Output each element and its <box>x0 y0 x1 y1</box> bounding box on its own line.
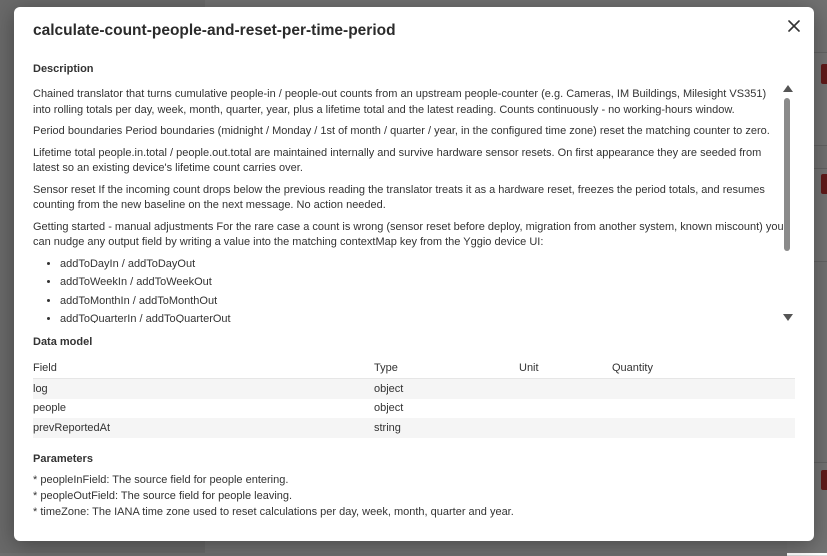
field-cell: log <box>33 379 374 399</box>
list-item: • addToWeekIn / addToWeekOut <box>60 275 786 291</box>
field-cell: people <box>33 402 67 415</box>
description-scrollbar[interactable] <box>782 85 794 321</box>
data-model-table <box>33 358 795 438</box>
list-item: • addToMonthIn / addToMonthOut <box>60 294 786 310</box>
parameters-heading: Parameters <box>33 453 93 465</box>
type-cell: object <box>374 379 519 399</box>
parameter-item: * peopleOutField: The source field for people leaving. <box>33 490 293 502</box>
field-cell: prevReportedAt <box>33 418 374 438</box>
list-item: • addToDayIn / addToDayOut <box>60 257 786 273</box>
description-heading: Description <box>33 63 94 75</box>
unit-cell <box>519 418 612 438</box>
unit-cell <box>519 379 612 399</box>
unit-cell <box>519 399 612 419</box>
scroll-up-arrow-icon[interactable] <box>783 85 793 92</box>
column-header-field: Field <box>33 358 374 379</box>
column-header-unit: Unit <box>519 358 612 379</box>
type-cell: string <box>374 418 519 438</box>
column-header-quantity: Quantity <box>612 358 795 379</box>
close-icon <box>788 20 800 32</box>
modal-title: calculate-count-people-and-reset-per-time-period <box>33 22 396 39</box>
description-scroll-area[interactable] <box>33 87 786 323</box>
scroll-thumb[interactable] <box>784 98 790 251</box>
close-button[interactable] <box>783 15 805 37</box>
quantity-cell <box>612 399 795 419</box>
translator-details-modal <box>14 7 814 541</box>
adjustment-key-list <box>33 257 786 324</box>
description-paragraph: Period boundaries Period boundaries (midnight / Monday / 1st of month / quarter / year, in the configured time zone) reset the matching counter to zero. <box>33 125 770 137</box>
table-row <box>33 379 795 399</box>
description-paragraph: Chained translator that turns cumulative people-in / people-out counts from an upstream people-counter (e.g. Cameras, IM Buildings, Milesight VS351) into rolling totals per day, week, month, quarter, year, plus a lifetime total and the latest reading. Counts continuously - no working-hours window. <box>33 88 767 116</box>
type-cell: object <box>374 402 404 415</box>
column-header-type: Type <box>374 358 519 379</box>
table-row <box>33 399 795 419</box>
scroll-down-arrow-icon[interactable] <box>783 314 793 321</box>
quantity-cell <box>612 418 795 438</box>
description-paragraph: Lifetime total people.in.total / people.out.total are maintained internally and survive hardware sensor resets. On first appearance they are seeded from latest so an existing device's lifetime count carries over. <box>33 146 762 174</box>
parameter-item: * peopleInField: The source field for people entering. <box>33 474 289 486</box>
description-paragraph: Sensor reset If the incoming count drops below the previous reading the translator treats it as a hardware reset, freezes the period totals, and resumes counting from the new baseline on the next message. No action needed. <box>33 183 765 211</box>
quantity-cell <box>612 379 795 399</box>
table-header-row <box>33 358 795 379</box>
table-row <box>33 418 795 438</box>
list-item: • addToQuarterIn / addToQuarterOut <box>60 312 786 323</box>
description-paragraph: Getting started - manual adjustments For the rare case a count is wrong (sensor reset before deploy, migration from another system, known miscount) you can nudge any output field by writing a value into the matching contextMap key from the Yggio device UI: <box>33 220 784 248</box>
data-model-heading: Data model <box>33 336 93 348</box>
parameters-list <box>33 472 514 520</box>
parameter-item: * timeZone: The IANA time zone used to reset calculations per day, week, month, quarter and year. <box>33 506 514 518</box>
